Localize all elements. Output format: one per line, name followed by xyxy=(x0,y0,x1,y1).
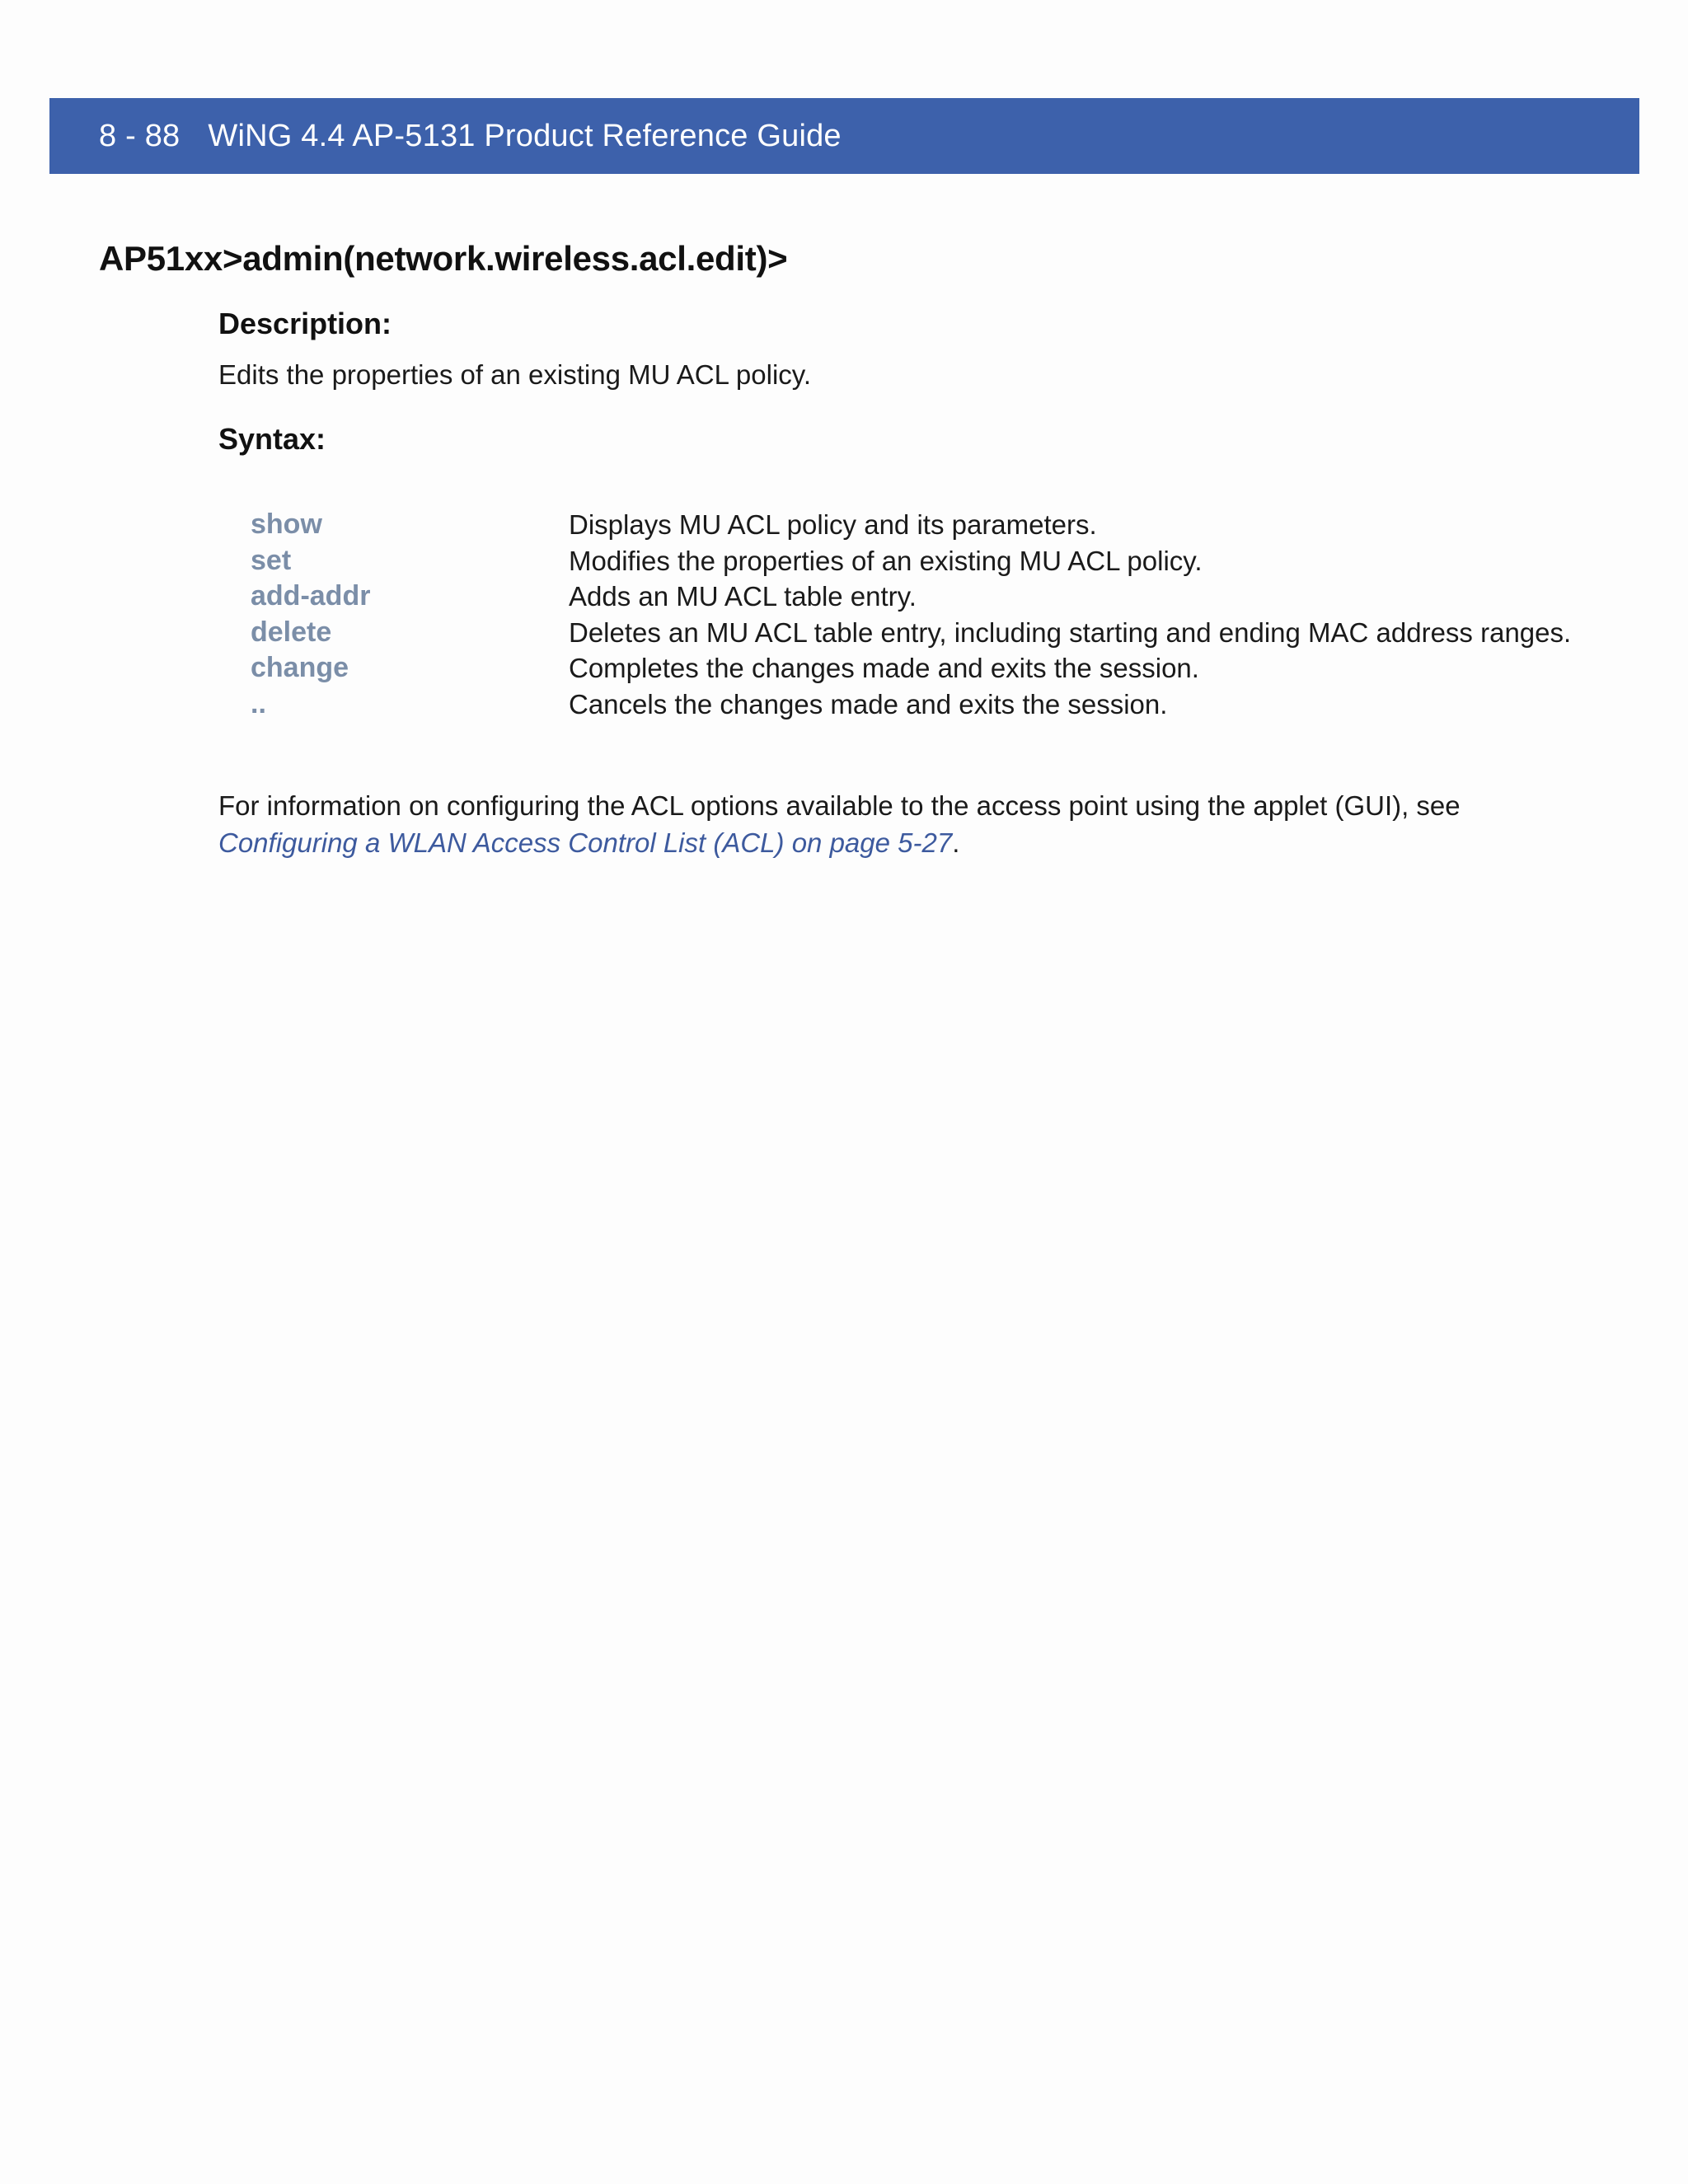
syntax-command: set xyxy=(251,544,292,576)
syntax-heading: Syntax: xyxy=(218,422,326,456)
syntax-description: Cancels the changes made and exits the session. xyxy=(569,688,1168,719)
syntax-description: Modifies the properties of an existing MU ACL policy. xyxy=(569,545,1203,576)
syntax-description: Displays MU ACL policy and its parameters. xyxy=(569,509,1097,540)
info-text-end: . xyxy=(952,827,960,858)
syntax-table xyxy=(251,507,1652,723)
acl-config-link[interactable]: Configuring a WLAN Access Control List (ACL) on page 5-27 xyxy=(218,827,953,858)
syntax-command: change xyxy=(251,652,349,684)
syntax-command: .. xyxy=(251,687,266,719)
page-number: 8 - 88 xyxy=(99,119,181,153)
syntax-description: Adds an MU ACL table entry. xyxy=(569,581,917,612)
description-heading: Description: xyxy=(218,307,392,340)
syntax-command: add-addr xyxy=(251,580,371,612)
description-text: Edits the properties of an existing MU ACL policy. xyxy=(218,359,812,390)
syntax-row xyxy=(251,687,1652,723)
syntax-row xyxy=(251,507,1652,543)
header-text xyxy=(99,115,842,157)
syntax-row xyxy=(251,579,1652,615)
info-text: For information on configuring the ACL options available to the access point using the applet (GUI), see xyxy=(218,790,1461,821)
syntax-description: Deletes an MU ACL table entry, including starting and ending MAC address ranges. xyxy=(569,616,1572,648)
page-header-bar xyxy=(49,98,1639,174)
syntax-command: delete xyxy=(251,616,332,648)
syntax-command: show xyxy=(251,509,322,540)
syntax-row xyxy=(251,543,1652,579)
syntax-description: Completes the changes made and exits the session. xyxy=(569,653,1199,684)
info-paragraph xyxy=(218,787,1521,861)
command-title: AP51xx>admin(network.wireless.acl.edit)> xyxy=(99,239,788,278)
guide-title: WiNG 4.4 AP-5131 Product Reference Guide xyxy=(208,119,842,153)
syntax-row xyxy=(251,650,1652,687)
syntax-row xyxy=(251,615,1652,651)
